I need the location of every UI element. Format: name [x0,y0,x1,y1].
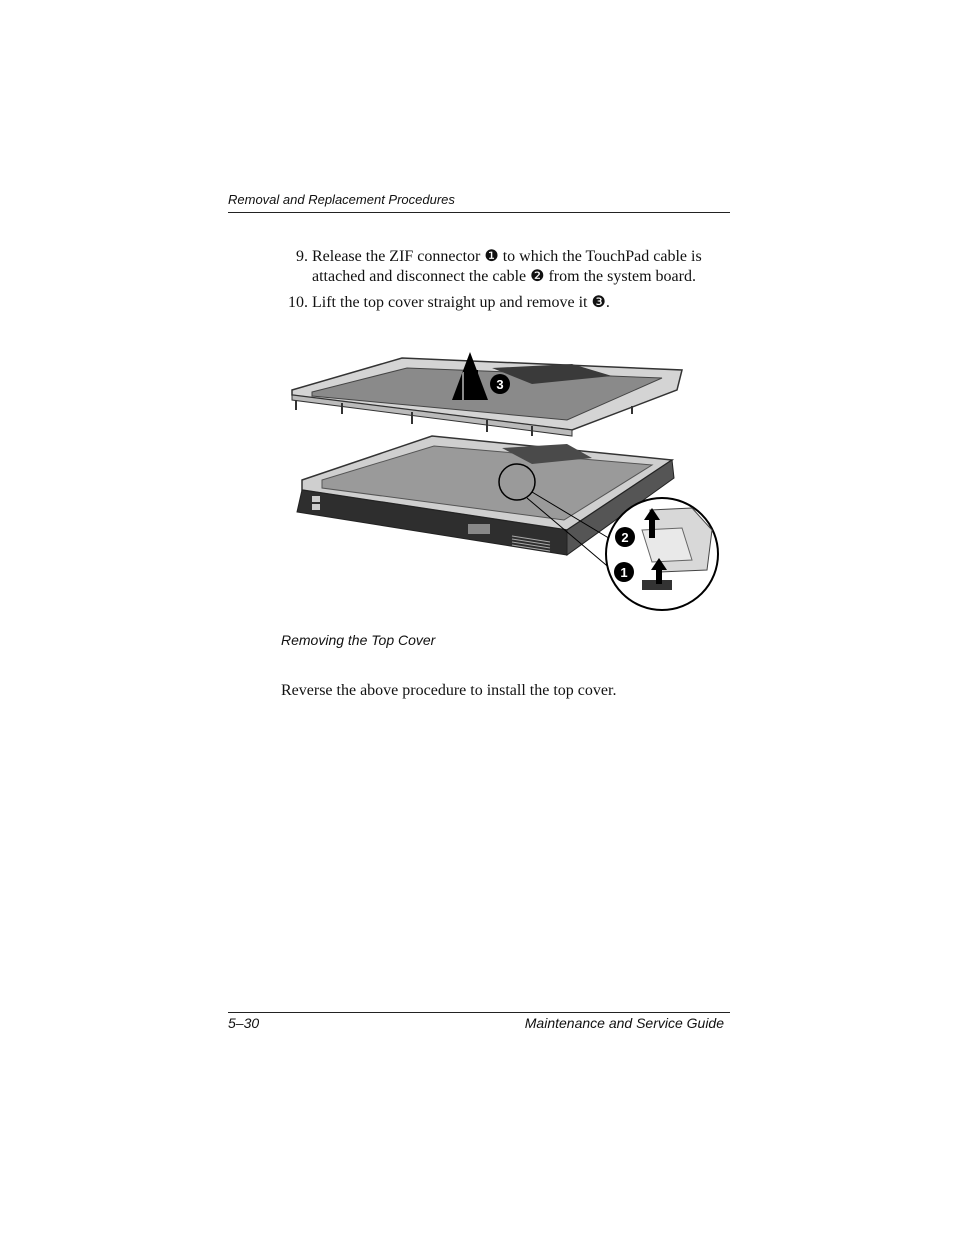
svg-text:3: 3 [496,377,504,392]
svg-text:2: 2 [621,530,629,545]
figure-caption: Removing the Top Cover [281,632,436,648]
step-number: 9. [296,248,308,265]
zif-connector-detail [606,498,718,610]
svg-text:1: 1 [620,565,628,580]
step-text: Lift the top cover straight up and remove it ❸. [312,294,610,311]
guide-title: Maintenance and Service Guide [524,1015,724,1031]
top-cover-removal-illustration [282,340,727,618]
step-text: Release the ZIF connector ❶ to which the TouchPad cable is attached and disconnect the cable ❷ from the system board. [312,248,702,285]
step-10 [280,293,740,313]
top-cover-shape [292,358,682,436]
running-header: Removal and Replacement Procedures [228,192,455,207]
illustration-svg [282,340,727,618]
step-number: 10. [288,294,308,311]
callout-1-icon [614,562,634,582]
closing-paragraph: Reverse the above procedure to install the top cover. [281,682,617,699]
step-9 [280,247,740,287]
page-number: 5–30 [228,1015,260,1031]
callout-3-icon [490,374,510,394]
callout-2-icon [615,527,635,547]
header-rule [228,212,730,213]
footer-rule [228,1012,730,1013]
